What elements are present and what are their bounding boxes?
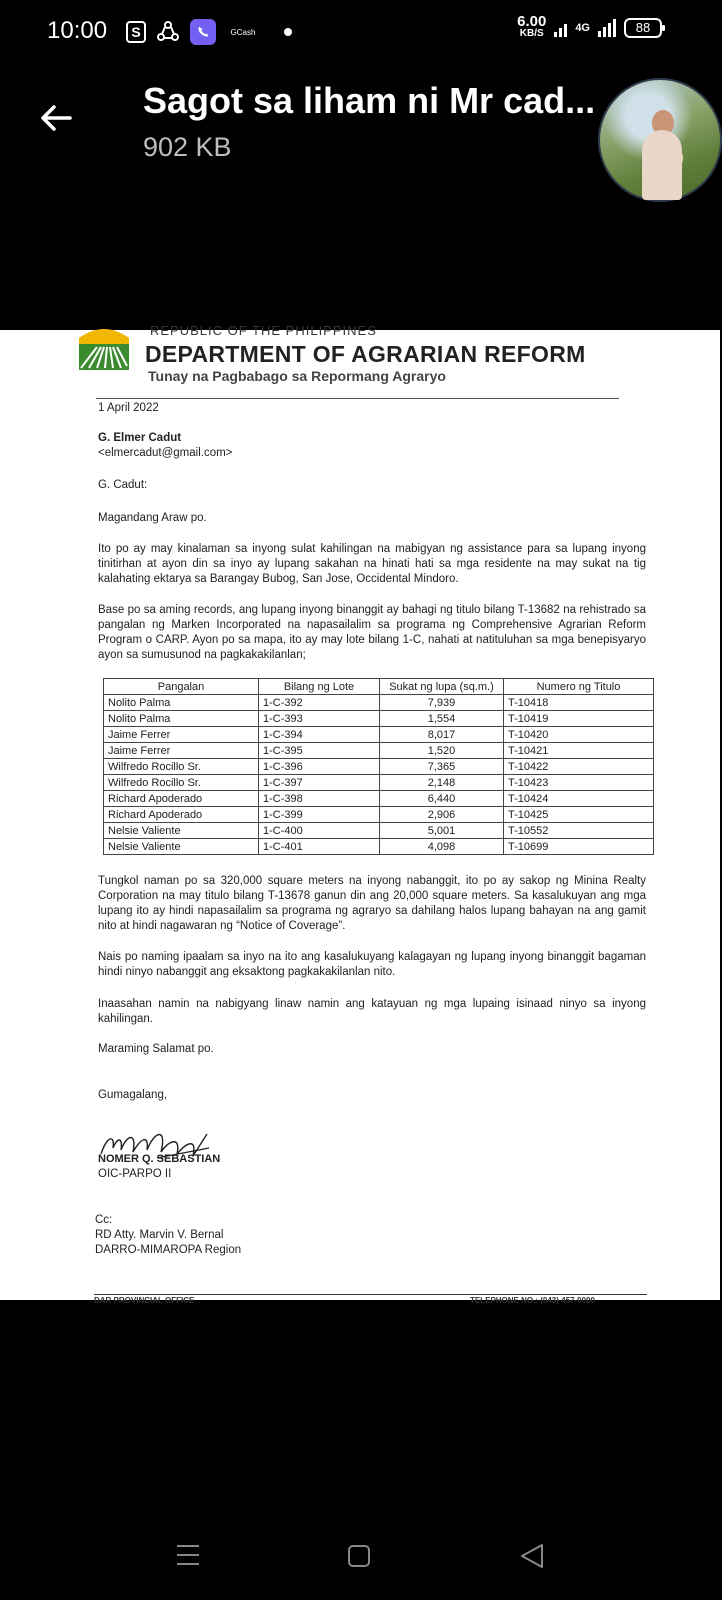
arrow-left-icon <box>38 100 74 136</box>
header-divider <box>96 398 619 399</box>
table-cell: 2,148 <box>380 775 504 791</box>
table-cell: Wilfredo Rocillo Sr. <box>104 759 259 775</box>
table-row <box>104 743 654 759</box>
table-cell: 7,365 <box>380 759 504 775</box>
table-row <box>104 839 654 855</box>
paragraph-4: Nais po naming ipaalam sa inyo na ito ang kasalukuyang kalagayan ng lupang inyong binanggit bagaman hindi ninyo nabanggit ang eksaktong pagkakakilanlan nito. <box>98 951 646 978</box>
table-cell: Jaime Ferrer <box>104 743 259 759</box>
table-row <box>104 727 654 743</box>
table-row <box>104 775 654 791</box>
back-nav-icon[interactable] <box>520 1543 544 1569</box>
recipient-name: G. Elmer Cadut <box>98 432 182 444</box>
footer-telephone: TELEPHONE NO.: (043) 457-0000 <box>470 1296 595 1305</box>
column-header: Bilang ng Lote <box>259 679 380 695</box>
table-cell: Nolito Palma <box>104 695 259 711</box>
paragraph-1: Ito po ay may kinalaman sa inyong sulat kahilingan na mabigyan ng assistance para sa lupang inyong tinitirhan at ayon din sa inyo ay lupang sakahan na hinati hati sa mga residente na may sukat na tig kalahating ektarya sa Barangay Bubog, San Jose, Occidental Mindoro. <box>98 543 646 585</box>
table-row <box>104 711 654 727</box>
status-bar <box>0 0 720 62</box>
paragraph-3: Tungkol naman po sa 320,000 square meters na inyong nabanggit, ito po ay sakop ng Minina Realty Corporation na may titulo bilang T-13678 ganun din ang 20,000 square meters. Sa kasalukuyan ang mga lupang ito ay hindi napasailalim sa programa ng agraryo sa dahilang halos lupang bahayan na ang gamit nito at hindi nagawaran ng “Notice of Coverage”. <box>98 875 646 932</box>
thanks-line: Maraming Salamat po. <box>98 1043 214 1055</box>
cc-label: Cc: <box>95 1214 113 1226</box>
table-cell: T-10418 <box>504 695 654 711</box>
table-cell: T-10425 <box>504 807 654 823</box>
footer-divider <box>94 1294 647 1295</box>
cell-signal-icon <box>598 19 616 37</box>
table-cell: Nelsie Valiente <box>104 823 259 839</box>
back-button[interactable] <box>38 100 74 136</box>
table-cell: 1-C-396 <box>259 759 380 775</box>
table-cell: Jaime Ferrer <box>104 727 259 743</box>
greeting: Magandang Araw po. <box>98 512 207 524</box>
table-cell: T-10699 <box>504 839 654 855</box>
menu-icon[interactable] <box>176 1543 200 1567</box>
battery-icon: 88 <box>624 18 662 38</box>
table-cell: 7,939 <box>380 695 504 711</box>
table-cell: T-10422 <box>504 759 654 775</box>
table-row <box>104 695 654 711</box>
salutation: G. Cadut: <box>98 479 148 491</box>
speed-unit: KB/S <box>519 28 544 39</box>
recipient-email: <elmercadut@gmail.com> <box>98 447 233 459</box>
signatory-name: NOMER Q. SEBASTIAN <box>98 1153 221 1165</box>
avatar[interactable] <box>598 78 722 202</box>
document-view[interactable] <box>0 323 720 1305</box>
table-cell: Richard Apoderado <box>104 807 259 823</box>
paragraph-2: Base po sa aming records, ang lupang inyong binanggit ay bahagi ng titulo bilang T-13682 na rehistrado sa pangalan ng Marken Incorporated na napasailalim sa programa ng Comprehensive Agrarian Reform Program o CARP. Ayon po sa mapa, ito ay may lote bilang 1-C, nahati at natituluhan sa mga benepisyaryo ayon sa sumusunod na pagkakakilanlan; <box>98 604 646 661</box>
table-cell: T-10552 <box>504 823 654 839</box>
table-cell: 1-C-397 <box>259 775 380 791</box>
table-row <box>104 807 654 823</box>
table-header-row <box>104 679 654 695</box>
table-cell: 6,440 <box>380 791 504 807</box>
table-cell: 1-C-392 <box>259 695 380 711</box>
shop-icon: S <box>126 21 146 43</box>
network-speed <box>517 13 547 40</box>
table-cell: 1,520 <box>380 743 504 759</box>
home-icon[interactable] <box>348 1545 370 1567</box>
table-cell: T-10419 <box>504 711 654 727</box>
department-tagline: Tunay na Pagbabago sa Repormang Agraryo <box>148 368 446 384</box>
table-row <box>104 759 654 775</box>
table-cell: 1-C-400 <box>259 823 380 839</box>
share-icon <box>156 20 180 44</box>
table-cell: 1-C-401 <box>259 839 380 855</box>
table-cell: T-10423 <box>504 775 654 791</box>
dar-logo-icon <box>77 330 131 372</box>
paragraph-5: Inaasahan namin na nabigyang linaw namin ang katayuan ng mga lupaing isinaad ninyo sa inyong kahilingan. <box>98 998 646 1025</box>
dot-icon <box>284 28 292 36</box>
table-cell: T-10420 <box>504 727 654 743</box>
table-cell: 1-C-394 <box>259 727 380 743</box>
gcash-icon: GCash <box>230 27 256 37</box>
signatory-title: OIC-PARPO II <box>98 1168 172 1180</box>
file-title: Sagot sa liham ni Mr cad... <box>143 80 596 121</box>
speed-value: 6.00 <box>517 13 547 30</box>
viber-icon <box>190 19 216 45</box>
table-cell: Wilfredo Rocillo Sr. <box>104 775 259 791</box>
cc-region: DARRO-MIMAROPA Region <box>95 1244 242 1256</box>
table-cell: T-10424 <box>504 791 654 807</box>
table-cell: Nelsie Valiente <box>104 839 259 855</box>
system-indicators <box>517 13 662 40</box>
table-cell: 1-C-399 <box>259 807 380 823</box>
cc-name: RD Atty. Marvin V. Bernal <box>95 1229 224 1241</box>
table-cell: 4,098 <box>380 839 504 855</box>
table-cell: 1-C-393 <box>259 711 380 727</box>
status-time: 10:00 <box>47 17 108 44</box>
file-size: 902 KB <box>143 132 232 162</box>
closing-line: Gumagalang, <box>98 1089 168 1101</box>
table-cell: 1-C-398 <box>259 791 380 807</box>
table-cell: 8,017 <box>380 727 504 743</box>
network-type: 4G <box>575 22 590 34</box>
column-header: Pangalan <box>104 679 259 695</box>
department-name: DEPARTMENT OF AGRARIAN REFORM <box>145 341 586 367</box>
table-cell: 1,554 <box>380 711 504 727</box>
notification-icons <box>126 19 292 45</box>
lots-table <box>103 678 654 855</box>
table-cell: 5,001 <box>380 823 504 839</box>
column-header: Sukat ng lupa (sq.m.) <box>380 679 504 695</box>
table-cell: Richard Apoderado <box>104 791 259 807</box>
table-cell: 2,906 <box>380 807 504 823</box>
footer-office: DAR PROVINCIAL OFFICE <box>94 1296 195 1305</box>
table-row <box>104 791 654 807</box>
table-cell: Nolito Palma <box>104 711 259 727</box>
column-header: Numero ng Titulo <box>504 679 654 695</box>
table-cell: 1-C-395 <box>259 743 380 759</box>
table-cell: T-10421 <box>504 743 654 759</box>
wifi-signal-icon <box>554 19 567 37</box>
republic-header: REPUBLIC OF THE PHILIPPINES <box>150 323 377 338</box>
table-row <box>104 823 654 839</box>
letter-date: 1 April 2022 <box>98 402 159 414</box>
